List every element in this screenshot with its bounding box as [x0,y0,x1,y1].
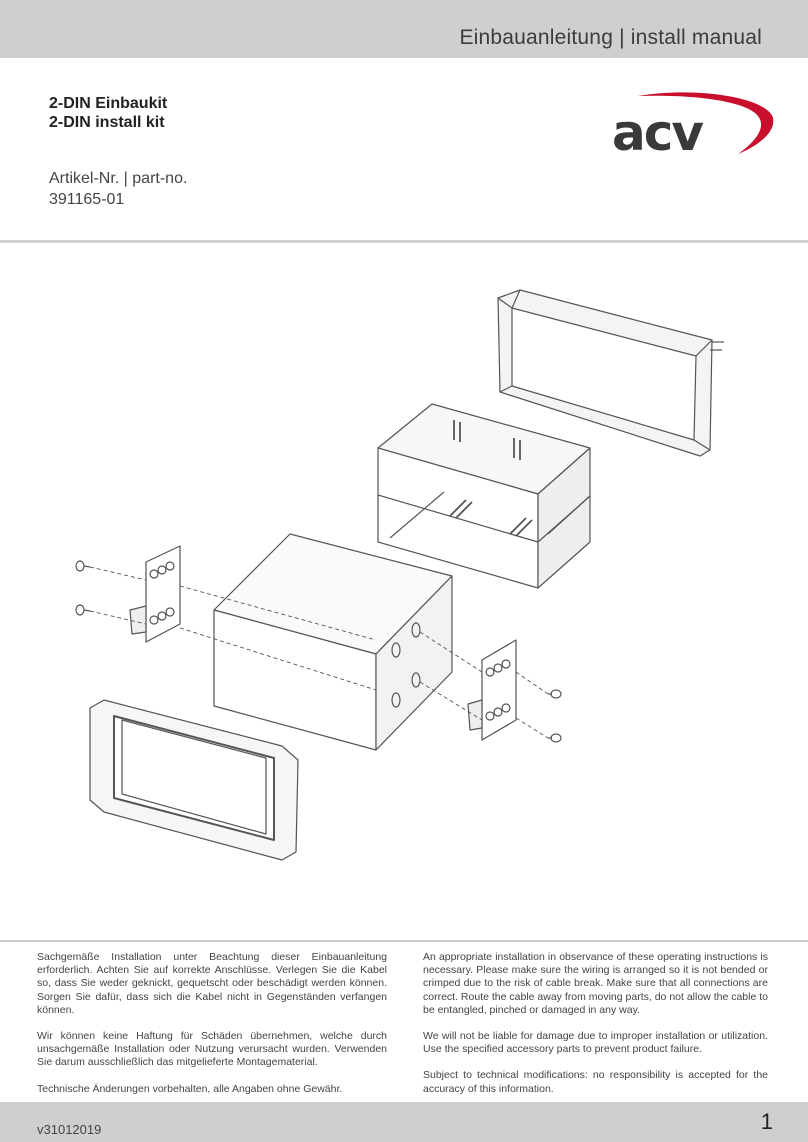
separator-bottom [0,940,808,942]
product-name-en: 2-DIN install kit [49,114,165,131]
version-label: v31012019 [37,1122,102,1137]
left-bracket [130,546,180,642]
header-band [0,0,808,58]
radio-unit [214,534,452,750]
page-number: 1 [760,1109,773,1134]
article-number: 391165-01 [49,191,125,208]
notes-english [423,951,768,1109]
de-paragraph-3: Technische Änderungen vorbehalten, alle Angaben ohne Gewähr. [37,1082,343,1095]
notes-german [37,951,387,1109]
rear-frame [498,290,724,456]
acv-logo [608,88,778,160]
exploded-assembly-diagram [60,280,750,880]
din-cage [378,404,590,588]
footer-band [0,1102,808,1142]
separator-top [0,240,808,243]
de-paragraph-1: Sachgemäße Installation unter Beachtung dieser Einbauanleitung erforderlich. Achten Sie auf korrekte Anschlüsse. Verlegen Sie die Kabel so, dass Sie weder geknickt, gequetscht oder beschädigt werden können. Sorgen Sie dafür, dass sich die Kabel nicht in Gegenständen verfangen können. [37,951,387,1016]
article-label: Artikel-Nr. | part-no. [49,170,188,187]
en-paragraph-3: Subject to technical modifications: no responsibility is accepted for the accuracy of this information. [423,1069,768,1095]
logo-text: acv [612,104,702,160]
de-paragraph-2: Wir können keine Haftung für Schäden übernehmen, welche durch unsachgemäße Installation oder Nutzung verursacht wurden. Verwenden Sie darum ausschließlich das mitgelieferte Montagematerial. [37,1030,387,1069]
right-bracket [468,640,516,740]
header-title: Einbauanleitung | install manual [459,26,762,49]
product-title [49,94,167,132]
article-info [49,168,187,210]
en-paragraph-1: An appropriate installation in observance of these operating instructions is necessary. Please make sure the wiring is arranged so it is not bended or crimped due to the risk of cable break. Make sure that all connections are correct. Route the cable away from moving parts, do not allow the cable to be entangled, pinched or damaged in any way. [423,951,768,1016]
product-name-de: 2-DIN Einbaukit [49,95,168,112]
en-paragraph-2: We will not be liable for damage due to improper installation or utilization. Use the specified accessory parts to prevent product failure. [423,1030,768,1056]
front-trim-frame [90,700,298,860]
